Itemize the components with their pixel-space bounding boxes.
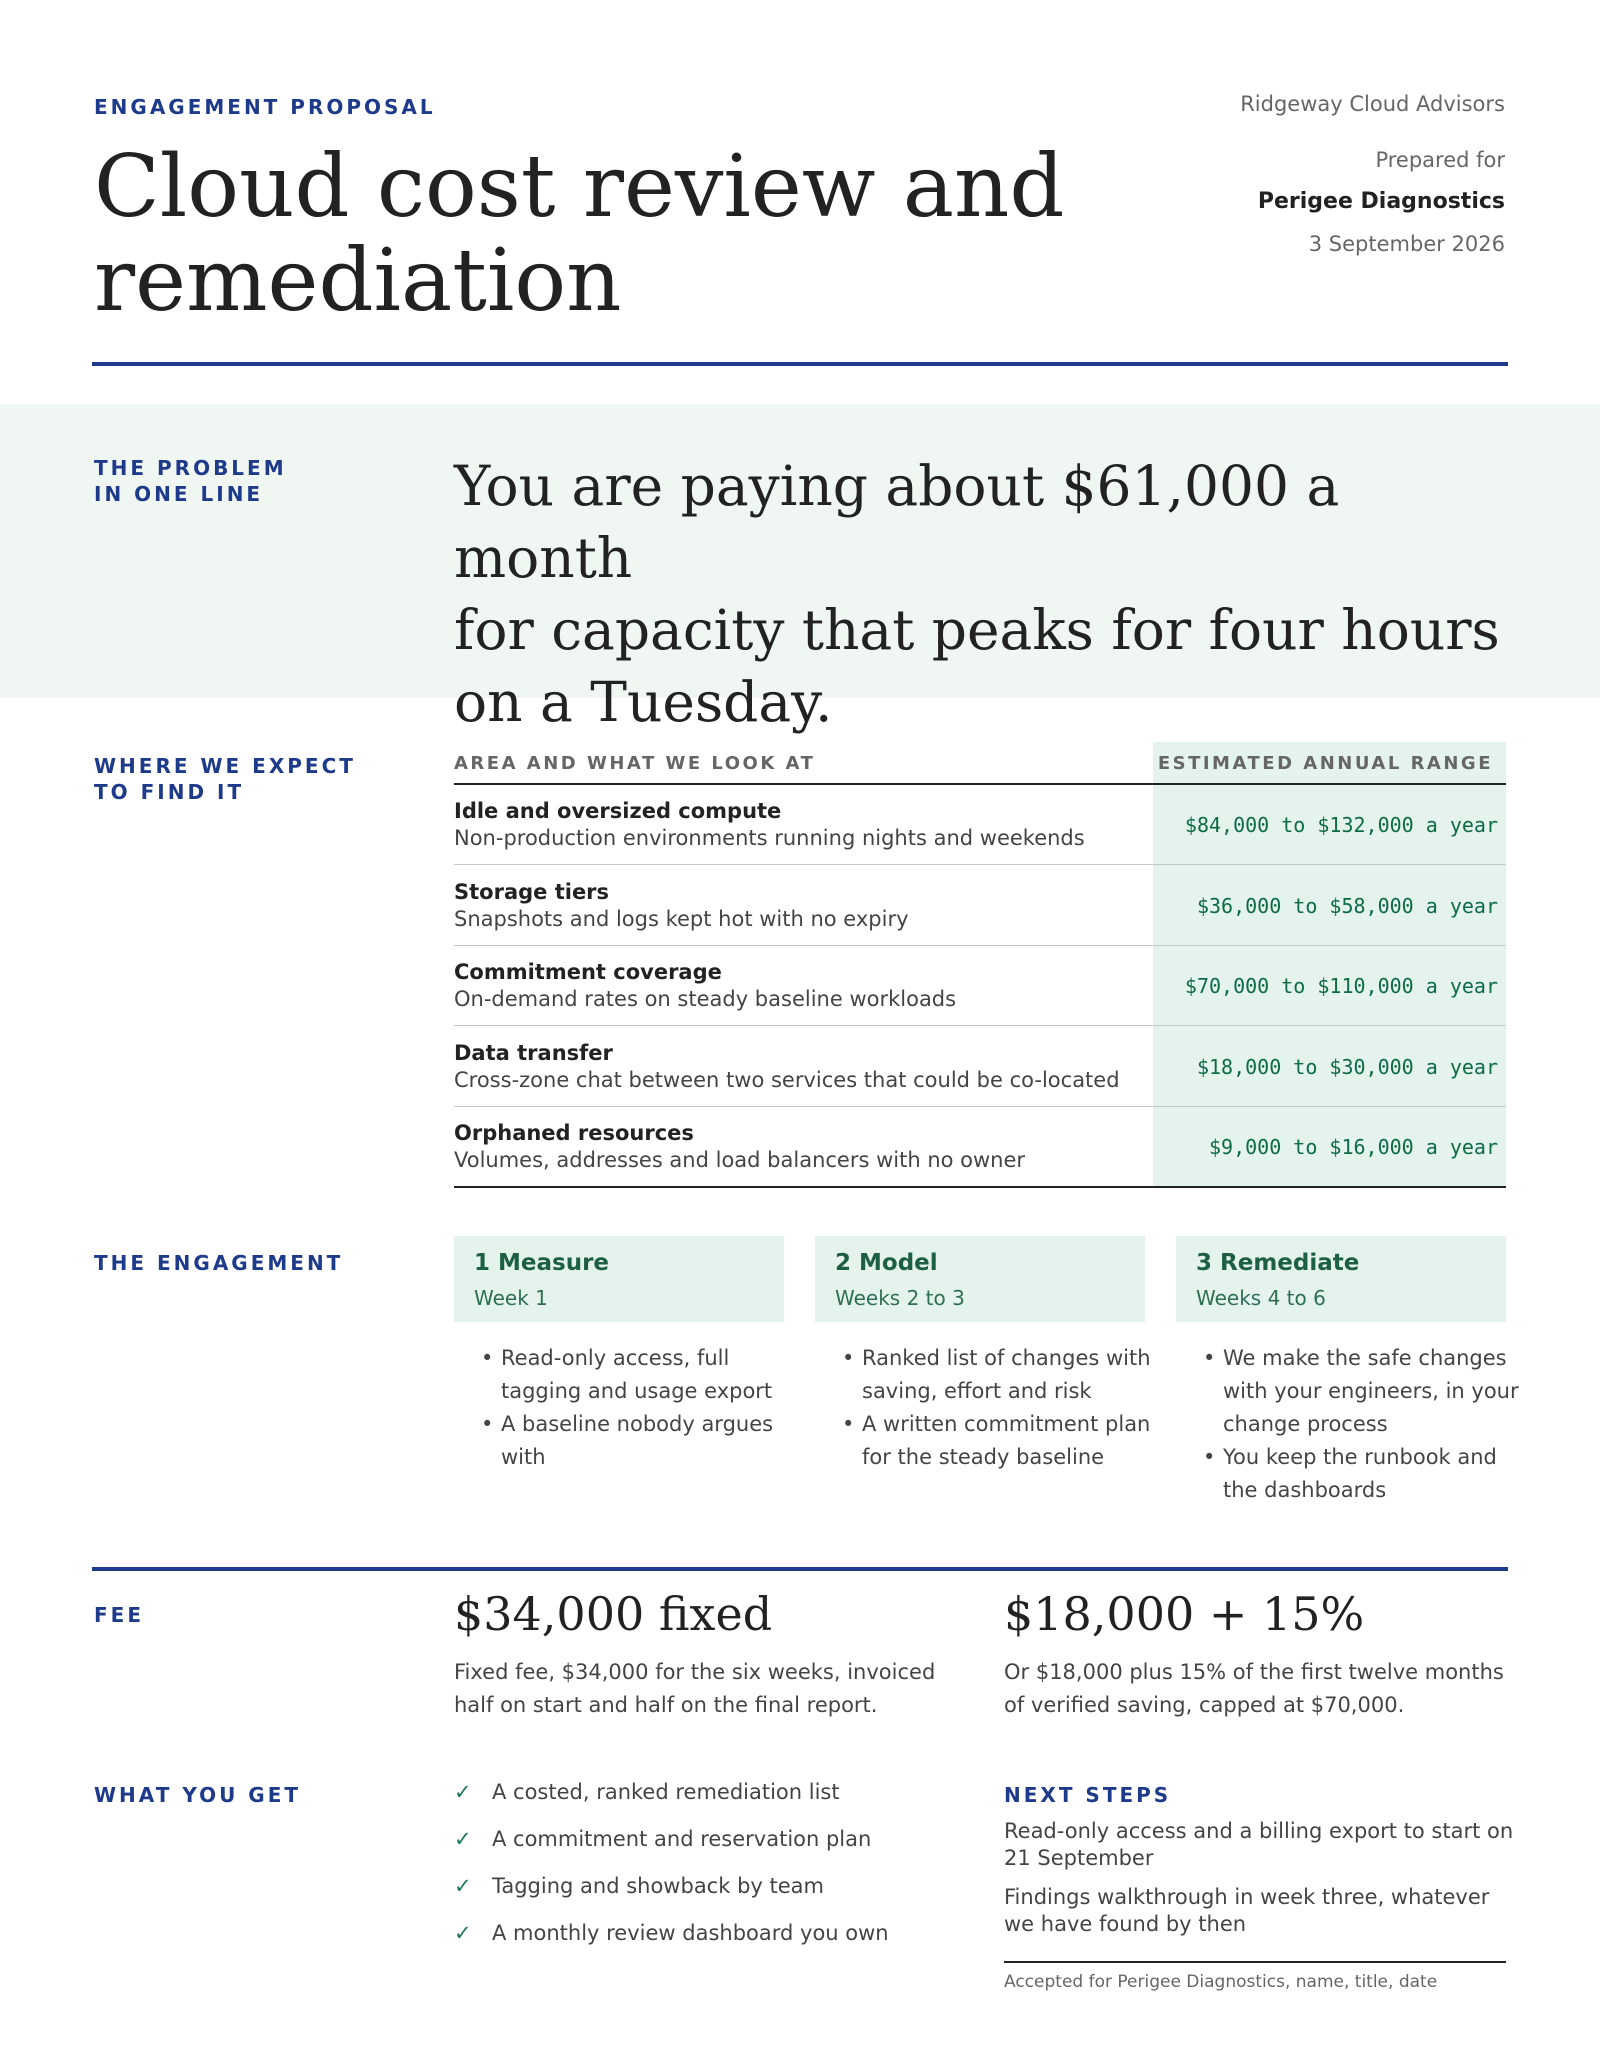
document-eyebrow: ENGAGEMENT PROPOSAL [94,95,436,119]
row-title: Orphaned resources [454,1121,694,1145]
phase-weeks: Week 1 [474,1286,548,1310]
row-title: Storage tiers [454,880,610,904]
prepared-for-label: Prepared for [1375,148,1505,172]
deliverables-section-label: WHAT YOU GET [94,1783,302,1807]
next-step-item: Findings walkthrough in week three, whatever we have found by then [1004,1885,1490,1936]
fee-section-label: FEE [94,1603,144,1627]
engagement-section-label: THE ENGAGEMENT [94,1251,344,1275]
check-icon: ✓ [454,1921,472,1945]
row-description: On-demand rates on steady baseline workloads [454,987,957,1011]
fee-option-fixed-description: Fixed fee, $34,000 for the six weeks, invoiced half on start and half on the final report. [454,1660,936,1717]
row-title: Idle and oversized compute [454,799,782,823]
phase-list-model [815,1342,1152,1474]
signature-line [1004,1961,1506,1963]
findings-section-label: WHERE WE EXPECT TO FIND IT [94,754,356,804]
problem-statement: You are paying about $61,000 a month for capacity that peaks for four hours on a Tuesday. [454,454,1500,734]
check-icon: ✓ [454,1780,472,1804]
row-description: Volumes, addresses and load balancers with no owner [454,1148,1026,1172]
problem-section-label: THE PROBLEM IN ONE LINE [94,456,287,506]
phase-weeks: Weeks 4 to 6 [1196,1286,1326,1310]
row-divider [454,1025,1506,1026]
list-item: ✓ A costed, ranked remediation list [454,1780,840,1804]
list-item: ✓ A commitment and reservation plan [454,1827,872,1851]
row-range: $18,000 to $30,000 a year [1196,1055,1498,1079]
row-divider [454,864,1506,865]
list-item: • Ranked list of changes with saving, effort and risk [862,1342,1152,1408]
fee-option-shared: $18,000 + 15% [1004,1587,1365,1641]
client-name: Perigee Diagnostics [1257,189,1505,214]
next-step-item: Read-only access and a billing export to start on 21 September [1004,1819,1514,1870]
phase-card-model [815,1236,1145,1322]
list-item: • You keep the runbook and the dashboards [1223,1441,1533,1507]
row-title: Data transfer [454,1041,613,1065]
phase-card-measure [454,1236,784,1322]
list-item: • Read-only access, full tagging and usage export [501,1342,791,1408]
row-divider [454,1106,1506,1107]
header-divider [92,362,1508,366]
phase-card-remediate [1176,1236,1506,1322]
table-header-area: AREA AND WHAT WE LOOK AT [454,753,816,774]
row-range: $84,000 to $132,000 a year [1184,813,1498,837]
document-title [94,137,1094,331]
table-header-rule [454,783,1506,785]
row-title: Commitment coverage [454,960,722,984]
check-icon: ✓ [454,1874,472,1898]
table-header-range: ESTIMATED ANNUAL RANGE [1157,753,1493,774]
phase-title: 1 Measure [474,1250,610,1276]
row-range: $70,000 to $110,000 a year [1184,974,1498,998]
fee-option-fixed: $34,000 fixed [454,1587,773,1641]
row-description: Snapshots and logs kept hot with no expiry [454,907,909,931]
title-line-2: remediation [94,231,622,331]
advisor-name: Ridgeway Cloud Advisors [1240,92,1505,116]
phase-list-measure [454,1342,791,1474]
title-line-1: Cloud cost review and [94,137,1065,237]
row-description: Cross-zone chat between two services that could be co-located [454,1068,1120,1092]
row-description: Non-production environments running nights and weekends [454,826,1085,850]
fee-divider [92,1567,1508,1571]
proposal-date: 3 September 2026 [1308,232,1505,256]
row-range: $9,000 to $16,000 a year [1209,1135,1498,1159]
row-range: $36,000 to $58,000 a year [1196,894,1498,918]
list-item: • We make the safe changes with your engineers, in your change process [1223,1342,1533,1441]
row-divider [454,945,1506,946]
signature-label: Accepted for Perigee Diagnostics, name, title, date [1004,1972,1438,1992]
fee-option-shared-description: Or $18,000 plus 15% of the first twelve months of verified saving, capped at $70,000. [1004,1660,1504,1717]
phase-title: 2 Model [835,1250,938,1276]
list-item: ✓ A monthly review dashboard you own [454,1921,889,1945]
list-item: ✓ Tagging and showback by team [454,1874,824,1898]
list-item: • A baseline nobody argues with [501,1408,791,1474]
phase-list-remediate [1176,1342,1533,1507]
phase-weeks: Weeks 2 to 3 [835,1286,965,1310]
table-bottom-rule [454,1186,1506,1188]
phase-title: 3 Remediate [1196,1250,1360,1276]
list-item: • A written commitment plan for the steady baseline [862,1408,1152,1474]
check-icon: ✓ [454,1827,472,1851]
next-steps-label: NEXT STEPS [1004,1783,1172,1807]
range-column-background [1153,742,1506,1186]
